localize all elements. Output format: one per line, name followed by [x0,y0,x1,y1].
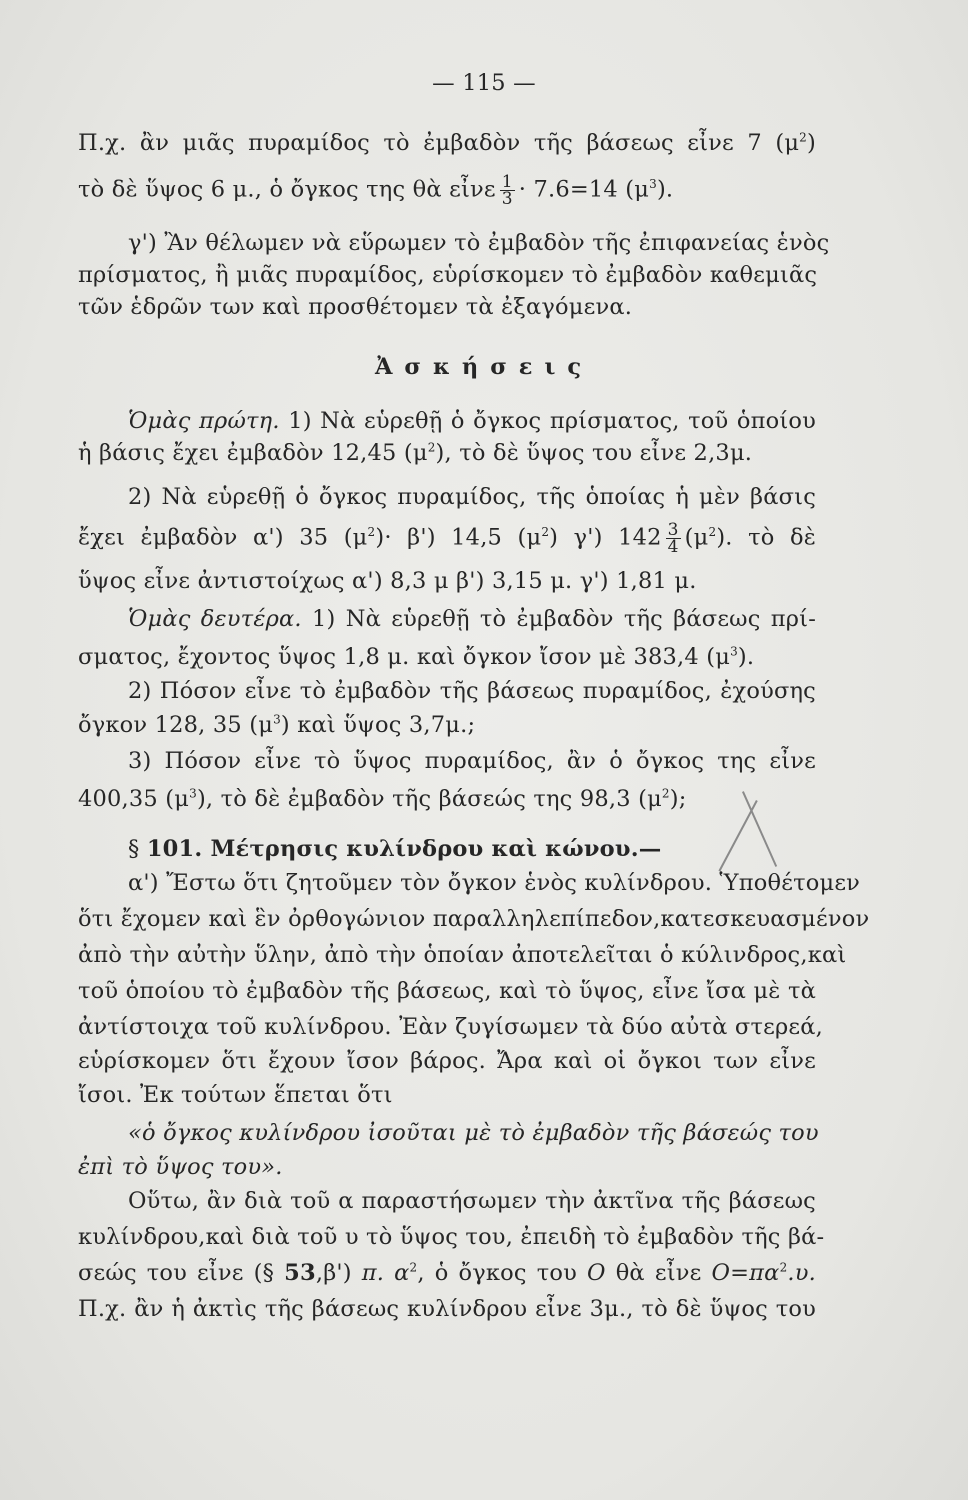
text-line: κυλίνδρου,καὶ διὰ τοῦ υ τὸ ὕψος του, ἐπειδὴ τὸ ἐμβαδὸν τῆς βά- [78,1224,825,1250]
text-line: τῶν ἑδρῶν των καὶ προσθέτομεν τὰ ἐξαγόμενα. [78,294,633,320]
text-line: ὕψος εἶνε ἀντιστοίχως α') 8,3 μ β') 3,15 μ. γ') 1,81 μ. [78,568,697,594]
text-line: Π.χ. ἂν ἡ ἀκτὶς τῆς βάσεως κυλίνδρου εἶνε 3μ., τὸ δὲ ὕψος του [78,1296,816,1322]
text-line: ἀντίστοιχα τοῦ κυλίνδρου. Ἐὰν ζυγίσωμεν τὰ δύο αὐτὰ στερεά, [78,1014,823,1040]
group-label: Ὁμὰς δευτέρα. [128,606,302,632]
text-line: ἴσοι. Ἐκ τούτων ἕπεται ὅτι [78,1082,393,1108]
text-line: Ὁμὰς πρώτη. 1) Νὰ εὑρεθῇ ὁ ὄγκος πρίσματος, τοῦ ὁποίου [128,408,816,434]
text-line: ἡ βάσις ἔχει ἐμβαδὸν 12,45 $(\mu^2)$, τὸ δὲ ὕψος του εἶνε 2,3μ. [78,440,753,466]
text-line: ἀπὸ τὴν αὐτὴν ὕλην, ἀπὸ τὴν ὁποίαν ἀποτελεῖται ὁ κύλινδρος,καὶ [78,942,847,968]
text-line: Οὕτω, ἂν διὰ τοῦ α παραστήσωμεν τὴν ἀκτῖνα τῆς βάσεως [128,1188,816,1214]
section-heading [128,834,816,864]
text-line: ὄγκον 128, 35 $(\mu^3)$ καὶ ὕψος 3,7μ.; [78,712,476,738]
text-line: 3) Πόσον εἶνε τὸ ὕψος πυραμίδος, ἂν ὁ ὄγκος της εἶνε [128,748,816,774]
text-line: ὅτι ἔχομεν καὶ ἓν ὀρθογώνιον παραλληλεπίπεδον,κατεσκευασμένον [78,906,870,932]
quote-line: «ὁ ὄγκος κυλίνδρου ἰσοῦται μὲ τὸ ἐμβαδὸν τῆς βάσεώς του [128,1120,819,1146]
text-line: 2) Πόσον εἶνε τὸ ἐμβαδὸν τῆς βάσεως πυραμίδος, ἐχούσης [128,678,816,704]
quote-line: ἐπὶ τὸ ὕψος του». [78,1154,283,1180]
text-line: σεώς του εἶνε (§ 53,β') π. $\alpha^2$, ὁ ὄγκος του O θὰ εἶνε $O=\pi\alpha^2.\upsilon$. [78,1260,816,1286]
exercises-heading: Ἀσκήσεις [374,354,594,380]
section-symbol: § [128,836,140,862]
text-line: Π.χ. ἂν μιᾶς πυραμίδος τὸ ἐμβαδὸν τῆς βάσεως εἶνε 7 $(\mu^2)$ [78,130,816,156]
section-reference: 53 [284,1260,316,1286]
text-line: 2) Νὰ εὑρεθῇ ὁ ὄγκος πυραμίδος, τῆς ὁποίας ἡ μὲν βάσις [128,484,816,510]
section-title: Μέτρησις κυλίνδρου καὶ κώνου.— [202,836,662,862]
page-number: — 115 — [432,70,536,96]
text-line: 400,35 $(\mu^3)$, τὸ δὲ ἐμβαδὸν τῆς βάσεώς της 98,3 $(\mu^2)$; [78,786,687,812]
section-number: 101. [146,836,203,862]
text-line: σματος, ἔχοντος ὕψος 1,8 μ. καὶ ὄγκον ἴσον μὲ 383,4 $(\mu^3)$. [78,644,755,670]
text-line: γ') Ἂν θέλωμεν νὰ εὕρωμεν τὸ ἐμβαδὸν τῆς ἐπιφανείας ἑνὸς [128,230,830,256]
text-line: πρίσματος, ἢ μιᾶς πυραμίδος, εὑρίσκομεν τὸ ἐμβαδὸν καθεμιᾶς [78,262,818,288]
text-line: α') Ἔστω ὅτι ζητοῦμεν τὸν ὄγκον ἑνὸς κυλίνδρου. Ὑποθέτομεν [128,870,861,896]
group-label: Ὁμὰς πρώτη. [128,408,280,434]
text-line: τοῦ ὁποίου τὸ ἐμβαδὸν τῆς βάσεως, καὶ τὸ ὕψος, εἶνε ἴσα μὲ τὰ [78,978,816,1004]
text-line: εὑρίσκομεν ὅτι ἔχουν ἴσον βάρος. Ἄρα καὶ οἱ ὄγκοι των εἶνε [78,1048,816,1074]
text-line: ἔχει ἐμβαδὸν α') 35 $(\mu^2)\cdot \beta'$) 14,5 $(\mu^2)$ γ') 142 $\frac{3}{4}$ $(\mu^2)$. τὸ δὲ [78,520,816,557]
fraction-one-third: $\frac{1}{3}$ [501,172,513,209]
text-line: τὸ δὲ ὕψος 6 μ., ὁ ὄγκος της θὰ εἶνε $\frac{1}{3}$ · 7.6=14 $(\mu^3)$. [78,172,674,209]
text-line: Ὁμὰς δευτέρα. 1) Νὰ εὑρεθῇ τὸ ἐμβαδὸν τῆς βάσεως πρί- [128,606,817,632]
fraction-three-quarters: $\frac{3}{4}$ [667,520,679,557]
